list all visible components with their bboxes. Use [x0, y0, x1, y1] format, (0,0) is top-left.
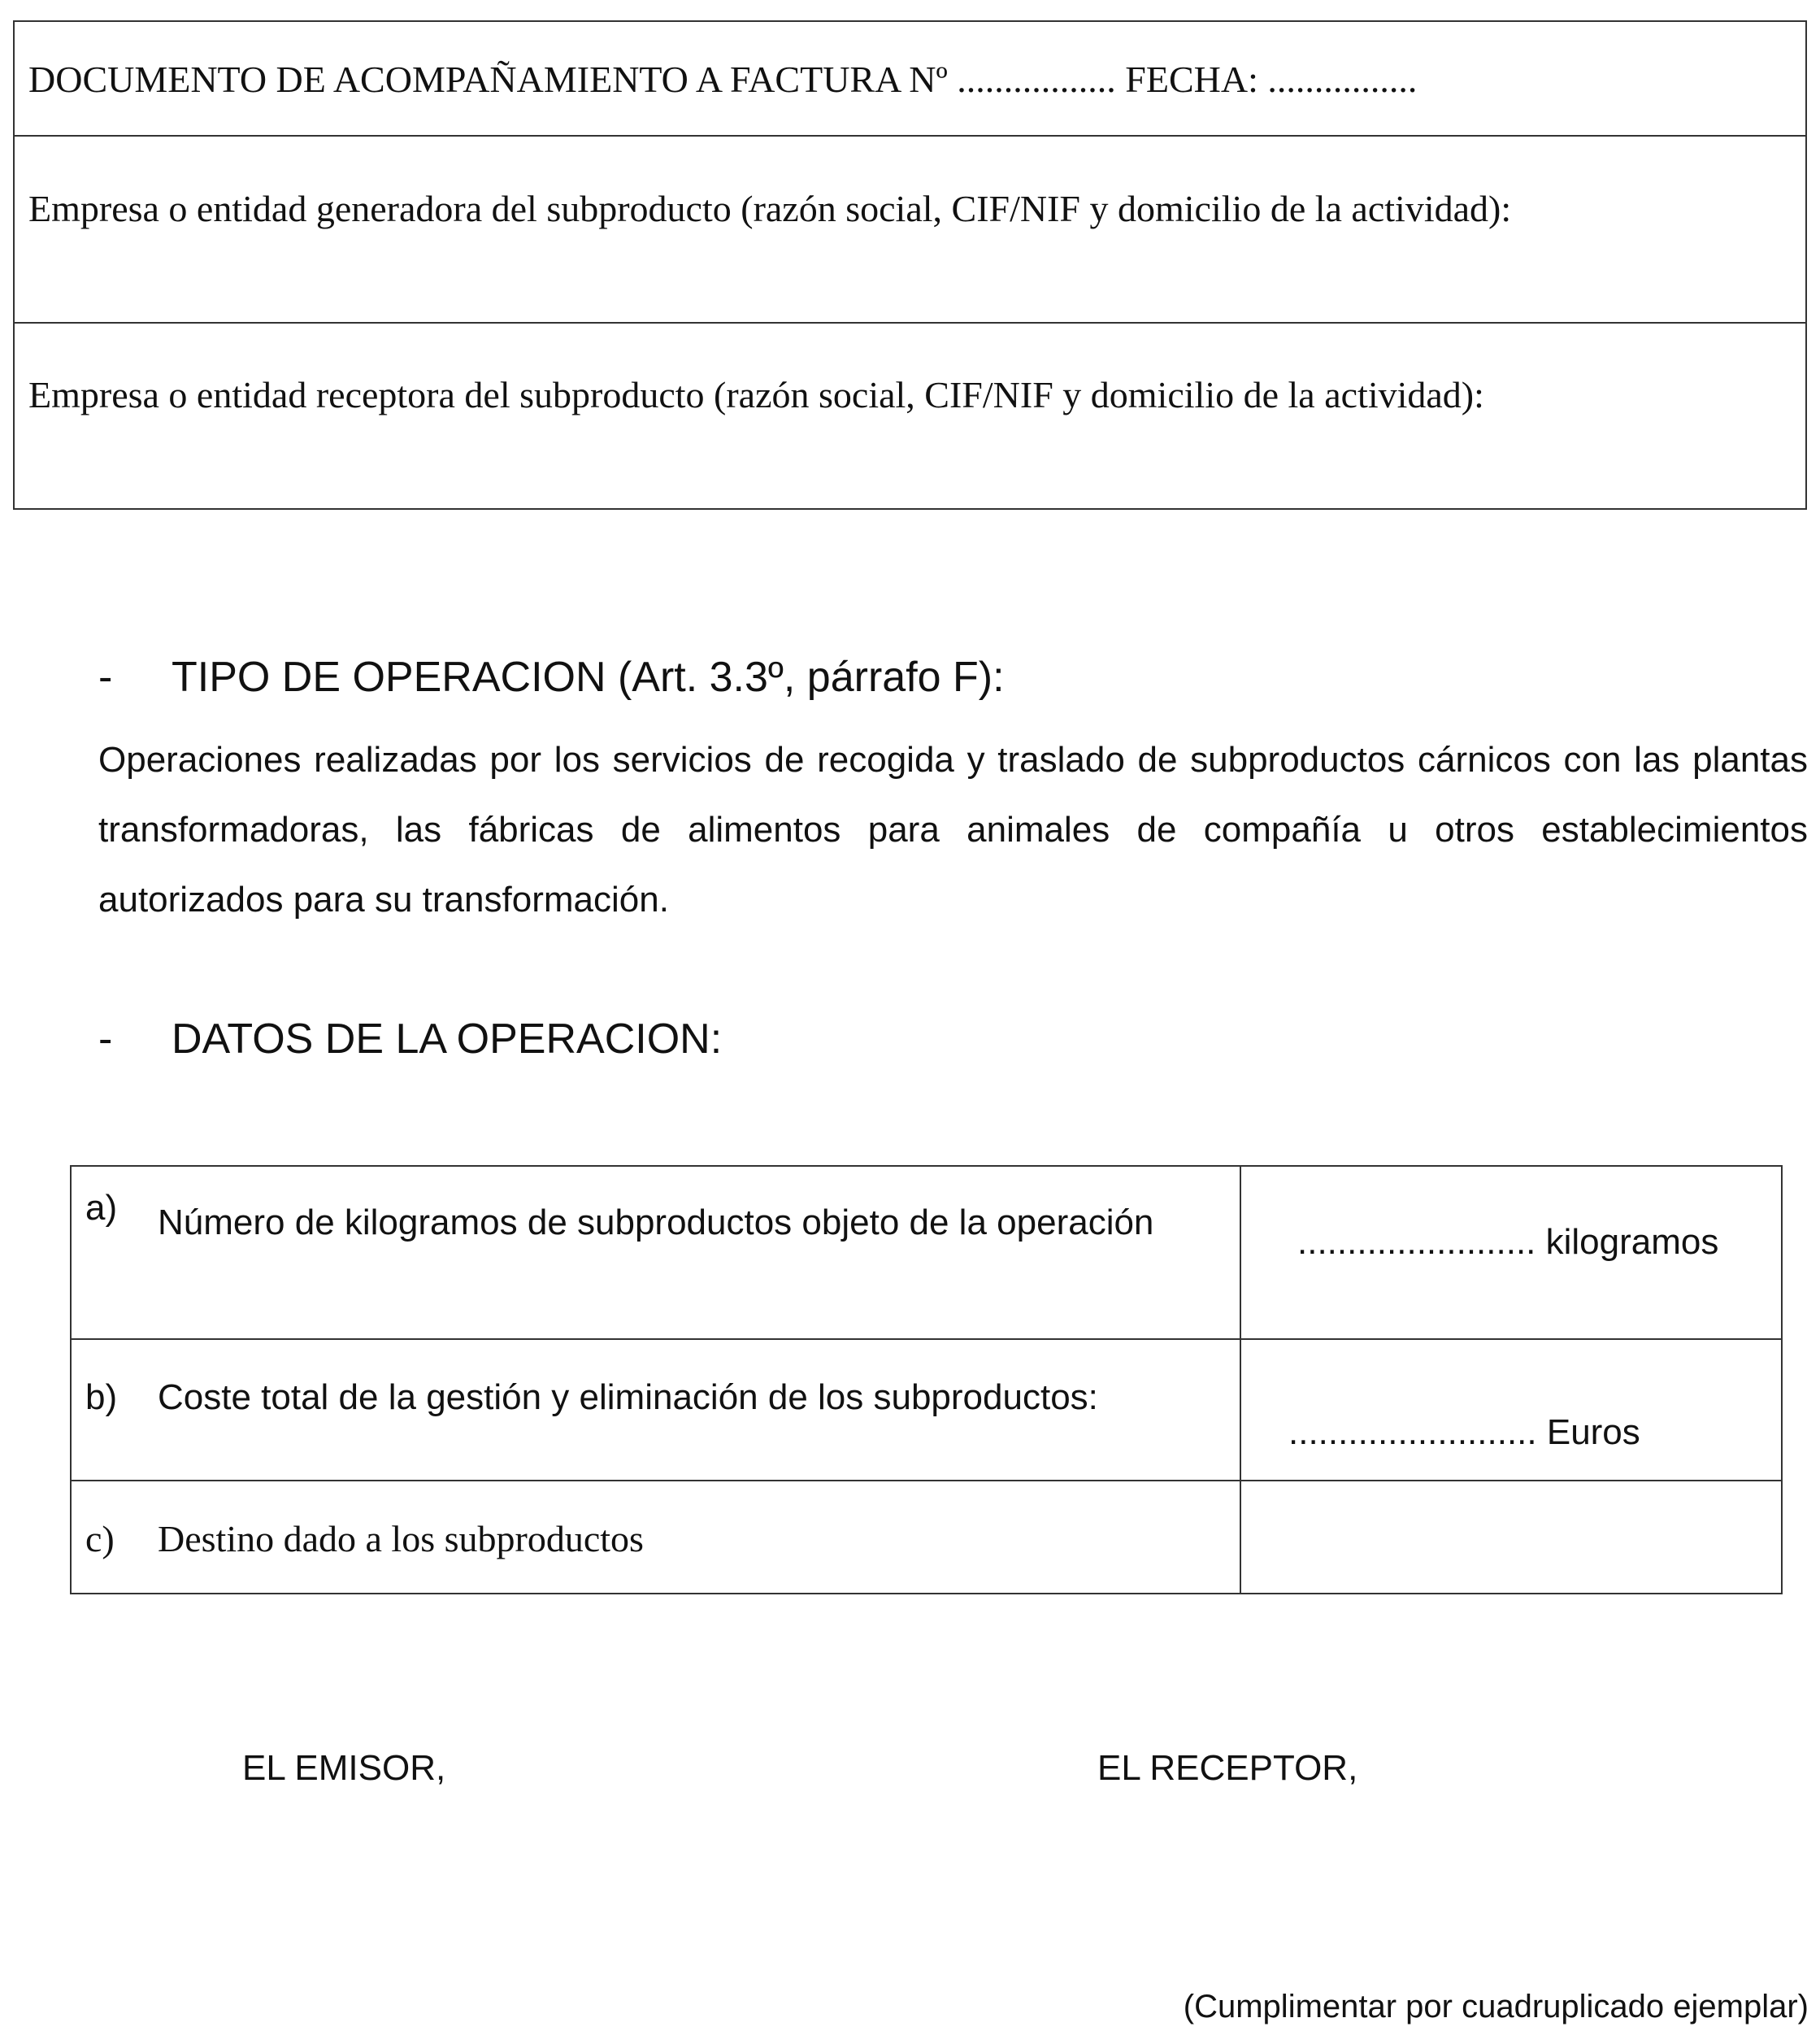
tipo-operacion-heading: [98, 653, 1005, 702]
receptor-signature-label: EL RECEPTOR,: [1097, 1748, 1358, 1788]
invoice-header-row: [15, 22, 1805, 137]
total-cost-label: Coste total de la gestión y eliminación de los subproductos:: [158, 1377, 1098, 1417]
kilograms-label: Número de kilogramos de subproductos objeto de la operación: [158, 1203, 1154, 1242]
table-row: [72, 1167, 1781, 1340]
row-letter: a): [85, 1188, 118, 1228]
emisor-signature-label: EL EMISOR,: [242, 1748, 446, 1788]
destination-label: Destino dado a los subproductos: [158, 1518, 644, 1559]
invoice-title-line: DOCUMENTO DE ACOMPAÑAMIENTO A FACTURA Nº ................. FECHA: ................: [28, 59, 1418, 100]
table-row: [72, 1481, 1781, 1593]
datos-operacion-heading: [98, 1015, 722, 1063]
header-table: [13, 20, 1807, 510]
generator-entity-label: Empresa o entidad generadora del subproducto (razón social, CIF/NIF y domicilio de la actividad):: [28, 188, 1512, 229]
total-cost-value-field[interactable]: ......................... Euros: [1288, 1412, 1640, 1452]
tipo-operacion-description: Operaciones realizadas por los servicios de recogida y traslado de subproductos cárnicos con las plantas transformadoras, las fábricas de alimentos para animales de compañía u otros establecimientos autorizados para su transformación.: [98, 740, 1808, 920]
row-letter: c): [85, 1518, 115, 1559]
bullet-dash: -: [98, 1016, 113, 1063]
bullet-dash: -: [98, 654, 113, 701]
tipo-operacion-title: TIPO DE OPERACION (Art. 3.3º, párrafo F):: [172, 654, 1005, 701]
datos-operacion-title: DATOS DE LA OPERACION:: [172, 1016, 723, 1063]
receiver-entity-row: [15, 324, 1805, 510]
generator-entity-row: [15, 137, 1805, 324]
table-row: [72, 1340, 1781, 1481]
footer-note: (Cumplimentar por cuadruplicado ejemplar): [1183, 1989, 1809, 2024]
row-letter: b): [85, 1377, 118, 1417]
receiver-entity-label: Empresa o entidad receptora del subproducto (razón social, CIF/NIF y domicilio de la actividad):: [28, 374, 1484, 415]
operation-data-table: [70, 1165, 1783, 1594]
kilograms-value-field[interactable]: ........................ kilogramos: [1297, 1222, 1719, 1262]
